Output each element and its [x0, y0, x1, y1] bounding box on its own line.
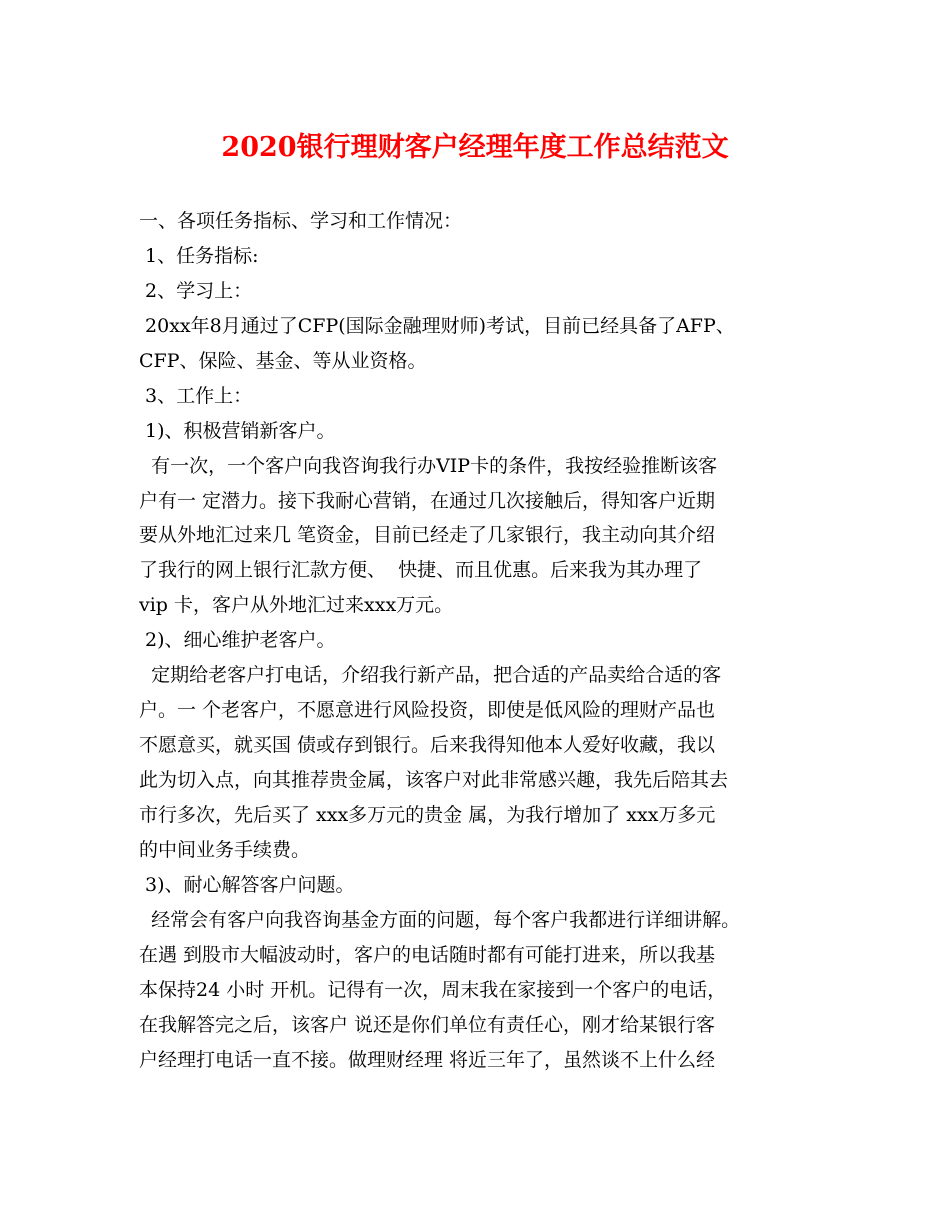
body-line: 要从外地汇过来几 笔资金，目前已经走了几家银行，我主动向其介绍: [139, 524, 716, 547]
body-line: 有一次，一个客户向我咨询我行办VIP卡的条件，我按经验推断该客: [139, 454, 718, 477]
body-line: CFP、保险、基金、等从业资格。: [139, 349, 427, 372]
body-line: 户。一 个老客户，不愿意进行风险投资，即使是低风险的理财产品也: [139, 699, 716, 722]
body-line: 市行多次，先后买了 xxx多万元的贵金 属，为我行增加了 xxx万多元: [139, 803, 716, 826]
body-line: 3、工作上：: [139, 384, 253, 407]
document-title: 2020银行理财客户经理年度工作总结范文: [221, 132, 729, 163]
body-line: 的中间业务手续费。: [139, 838, 311, 861]
body-line: 一、各项任务指标、学习和工作情况：: [139, 210, 463, 232]
body-line: 在遇 到股市大幅波动时，客户的电话随时都有可能打进来，所以我基: [139, 943, 716, 966]
body-line: 20xx年8月通过了CFP(国际金融理财师)考试，目前已经具备了AFP、: [139, 314, 735, 337]
body-line: 本保持24 小时 开机。记得有一次，周末我在家接到一个客户的电话，: [139, 978, 727, 1001]
body-line: 不愿意买，就买国 债或存到银行。后来我得知他本人爱好收藏，我以: [139, 734, 716, 757]
body-line: 定期给老客户打电话，介绍我行新产品，把合适的产品卖给合适的客: [139, 664, 722, 687]
body-line: 3)、耐心解答客户问题。: [139, 873, 355, 896]
body-line: vip 卡，客户从外地汇过来xxx万元。: [139, 594, 454, 617]
body-line: 此为切入点，向其推荐贵金属，该客户对此非常感兴趣，我先后陪其去: [139, 769, 729, 791]
body-line: 2)、细心维护老客户。: [139, 629, 336, 652]
body-line: 户有一 定潜力。接下我耐心营销，在通过几次接触后，得知客户近期: [139, 489, 716, 512]
body-line: 2、学习上：: [139, 279, 253, 302]
body-line: 户经理打电话一直不接。做理财经理 将近三年了，虽然谈不上什么经: [139, 1048, 716, 1071]
body-line: 1、任务指标:: [139, 244, 259, 267]
body-line: 经常会有客户向我咨询基金方面的问题，每个客户我都进行详细讲解。: [139, 908, 741, 931]
document-body: [139, 204, 829, 1077]
body-line: 1)、积极营销新客户。: [139, 419, 336, 442]
body-line: 了我行的网上银行汇款方便、 快捷、而且优惠。后来我为其办理了: [139, 559, 703, 582]
body-line: 在我解答完之后，该客户 说还是你们单位有责任心，刚才给某银行客: [139, 1013, 716, 1036]
